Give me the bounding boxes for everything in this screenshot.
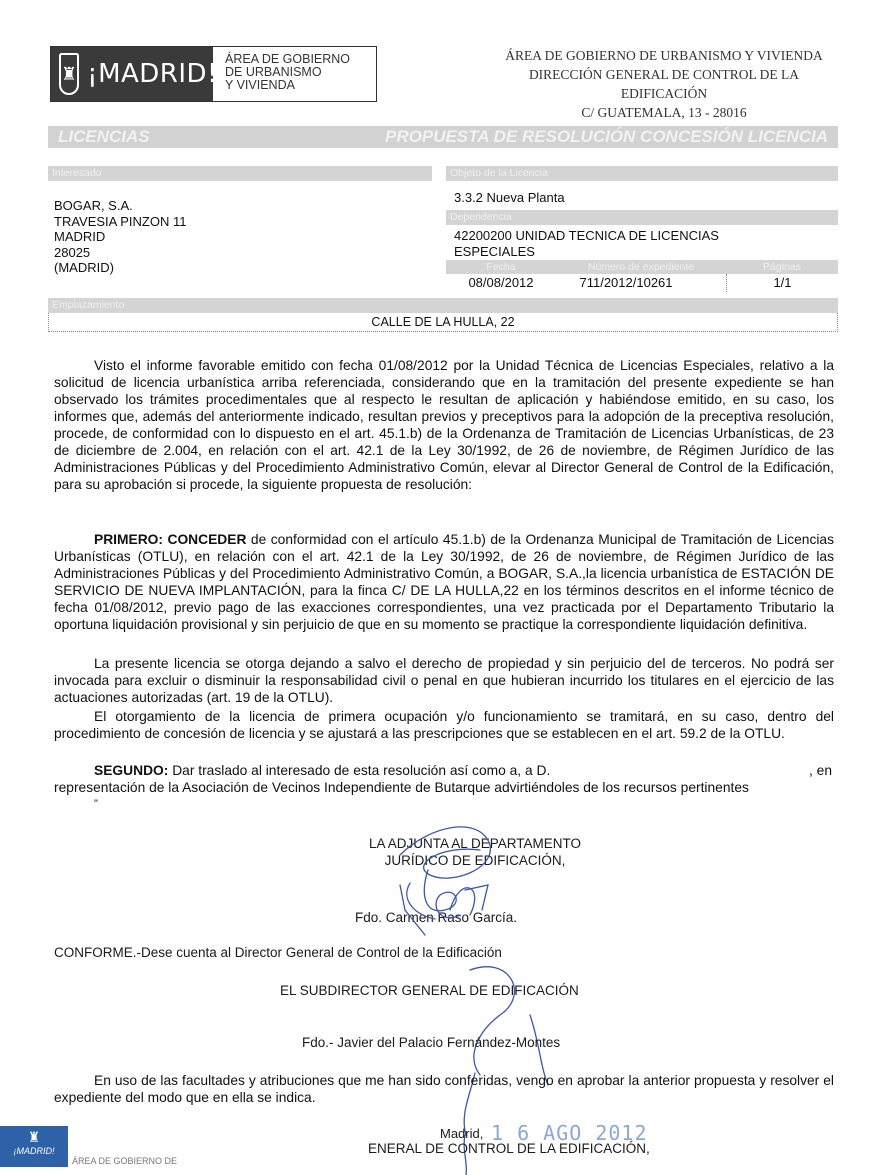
segundo-text: Dar traslado al interesado de esta resolución así como a, a D.: [168, 763, 551, 778]
sign2-title: EL SUBDIRECTOR GENERAL DE EDIFICACIÓN: [280, 983, 579, 998]
segundo-tail: , en: [808, 763, 832, 778]
paginas-value: 1/1: [773, 275, 792, 290]
quote-close: ": [94, 798, 98, 810]
detail-divider: [696, 274, 727, 292]
objeto-value: 3.3.2 Nueva Planta: [454, 190, 565, 205]
interesado-address: [48, 181, 432, 276]
segundo-line2: representación de la Asociación de Vecinos Independiente de Butarque advirtiéndoles de los recursos pertinentes: [54, 780, 749, 795]
sign1-line2: JURÍDICO DE EDIFICACIÓN,: [384, 853, 566, 868]
body-paragraph-4: El otorgamiento de la licencia de primera ocupación y/o funcionamiento se tramitará, en su caso, dentro del procedimiento de concesión de licencia y se ajustará a las prescripciones que se establecen en el art. 59.2 de la OTLU.: [54, 709, 834, 741]
title-band: [48, 126, 838, 148]
madrid-crest-icon: ♜: [59, 53, 79, 95]
band-left-title: LICENCIAS: [58, 127, 150, 146]
primero-paragraph: [54, 531, 834, 633]
footer-logo-brand: ¡MADRID!: [13, 1146, 55, 1156]
logo-area-line2: DE URBANISMO: [225, 65, 322, 79]
footer-logo: [0, 1126, 68, 1167]
interesado-line: MADRID: [54, 229, 106, 244]
segundo-lead: [54, 763, 550, 778]
detail-value-row: [446, 274, 838, 292]
footer-logo-area: ÁREA DE GOBIERNO DE: [72, 1156, 178, 1166]
logo-area-line3: Y VIVIENDA: [225, 78, 295, 92]
interesado-box: [48, 166, 432, 294]
sign2-name: Fdo.- Javier del Palacio Fernández-Montes: [302, 1035, 561, 1050]
dependencia-value: [446, 225, 838, 260]
primero-label: PRIMERO: CONCEDER: [94, 532, 247, 547]
paginas-label: Páginas: [763, 261, 801, 273]
fecha-label: Fecha: [486, 261, 516, 273]
expediente-label: Número de expediente: [587, 261, 695, 273]
interesado-line: 28025: [54, 244, 91, 260]
band-right-title: PROPUESTA DE RESOLUCIÓN CONCESIÓN LICENCIA: [385, 127, 828, 146]
header-address: [468, 46, 860, 122]
interesado-line: BOGAR, S.A.: [54, 198, 133, 213]
emplazamiento-label: Emplazamiento: [48, 298, 838, 313]
license-info-box: [446, 166, 838, 294]
logo-area-text: [213, 47, 350, 101]
fecha-value: 08/08/2012: [468, 275, 534, 290]
header-line4: C/ GUATEMALA, 13 - 28016: [581, 105, 747, 120]
approval-paragraph: En uso de las facultades y atribuciones que me han sido conferidas, vengo en aprobar la anterior propuesta y resolver el expediente del modo que en ella se indica.: [54, 1073, 834, 1105]
segundo-label: SEGUNDO:: [94, 763, 169, 778]
header-line2: DIRECCIÓN GENERAL DE CONTROL DE LA: [528, 67, 800, 82]
header-line3: EDIFICACIÓN: [620, 86, 708, 101]
sign1-name: Fdo. Carmen Raso García.: [355, 910, 518, 925]
logo-brand-text: ¡MADRID!: [87, 59, 218, 89]
segundo-paragraph: [54, 762, 834, 813]
emplazamiento-box: [48, 298, 838, 334]
emplazamiento-value: CALLE DE LA HULLA, 22: [48, 313, 838, 332]
footer-city: Madrid,: [440, 1126, 484, 1141]
conforme-text: CONFORME.-Dese cuenta al Director General de Control de la Edificación: [54, 945, 502, 960]
date-stamp: 1 6 AGO 2012: [491, 1121, 648, 1145]
logo-area-line1: ÁREA DE GOBIERNO: [225, 52, 351, 66]
body-paragraph-1: Visto el informe favorable emitido con fecha 01/08/2012 por la Unidad Técnica de Licencias Especiales, relativo a la solicitud de licencia urbanística arriba referenciada, considerando que en la tramitación del presente expediente se han observado los trámites procedimentales que al respecto le resultan de aplicación y habiéndose emitido, en su caso, los informes que, además del anteriormente indicado, resultan previos y preceptivos para la adopción de la preceptiva resolución, procede, de conformidad con lo dispuesto en el art. 45.1.b) de la Ordenanza de Tramitación de Licencias Urbanísticas, de 23 de diciembre de 2.004, en relación con el art. 42.1 de la Ley 30/1992, de 26 de noviembre, de Régimen Jurídico de las Administraciones Públicas y del Procedimiento Administrativo Común, elevar al Director General de Control de la Edificación, para su aprobación si procede, la siguiente propuesta de resolución:: [54, 358, 834, 492]
detail-label-row: [446, 260, 838, 274]
sign1-line1: LA ADJUNTA AL DEPARTAMENTO: [368, 836, 582, 851]
primero-text: de conformidad con el artículo 45.1.b) de la Ordenanza Municipal de Tramitación de Licencias Urbanísticas (OTLU), en relación con el art. 42.1 de la Ley 30/1992, de 26 de noviembre, de Régimen Jurídico de las Administraciones Públicas y del Procedimiento Administrativo Común, a BOGAR, S.A.,la licencia urbanística de ESTACIÓN DE SERVICIO DE NUEVA IMPLANTACIÓN, para la finca C/ DE LA HULLA,22 en los términos descritos en el informe técnico de fecha 01/08/2012, previo pago de las exacciones correspondientes, una vez practicada por el Departamento Tributario la oportuna liquidación provisional y sin perjuicio de que en su momento se practique la correspondiente liquidación definitiva.: [54, 532, 834, 632]
interesado-line: TRAVESIA PINZON 11: [54, 213, 187, 229]
objeto-label: Objeto de la Licencia: [446, 166, 838, 181]
interesado-label: Interesado: [48, 166, 432, 181]
dependencia-line1: 42200200 UNIDAD TECNICA DE LICENCIAS: [454, 228, 719, 243]
footer-title: ENERAL DE CONTROL DE LA EDIFICACIÓN,: [368, 1141, 650, 1156]
expediente-value: 711/2012/10261: [579, 275, 673, 290]
dependencia-label: Dependencia: [446, 210, 838, 225]
interesado-line: (MADRID): [54, 260, 114, 275]
footer-crest-icon: ♜: [27, 1129, 41, 1145]
dependencia-line2: ESPECIALES: [454, 243, 535, 259]
logo-dark-block: [51, 47, 218, 101]
body-paragraph-3: La presente licencia se otorga dejando a salvo el derecho de propiedad y sin perjuicio del de terceros. No podrá ser invocada para excluir o disminuir la responsabilidad civil o penal en que hubieran incurrido los titulares en el ejercicio de las actuaciones autorizadas (art. 19 de la OTLU).: [54, 656, 834, 705]
madrid-logo: [50, 46, 377, 102]
segundo-line1: [54, 762, 834, 779]
header-line1: ÁREA DE GOBIERNO DE URBANISMO Y VIVIENDA: [505, 48, 823, 63]
